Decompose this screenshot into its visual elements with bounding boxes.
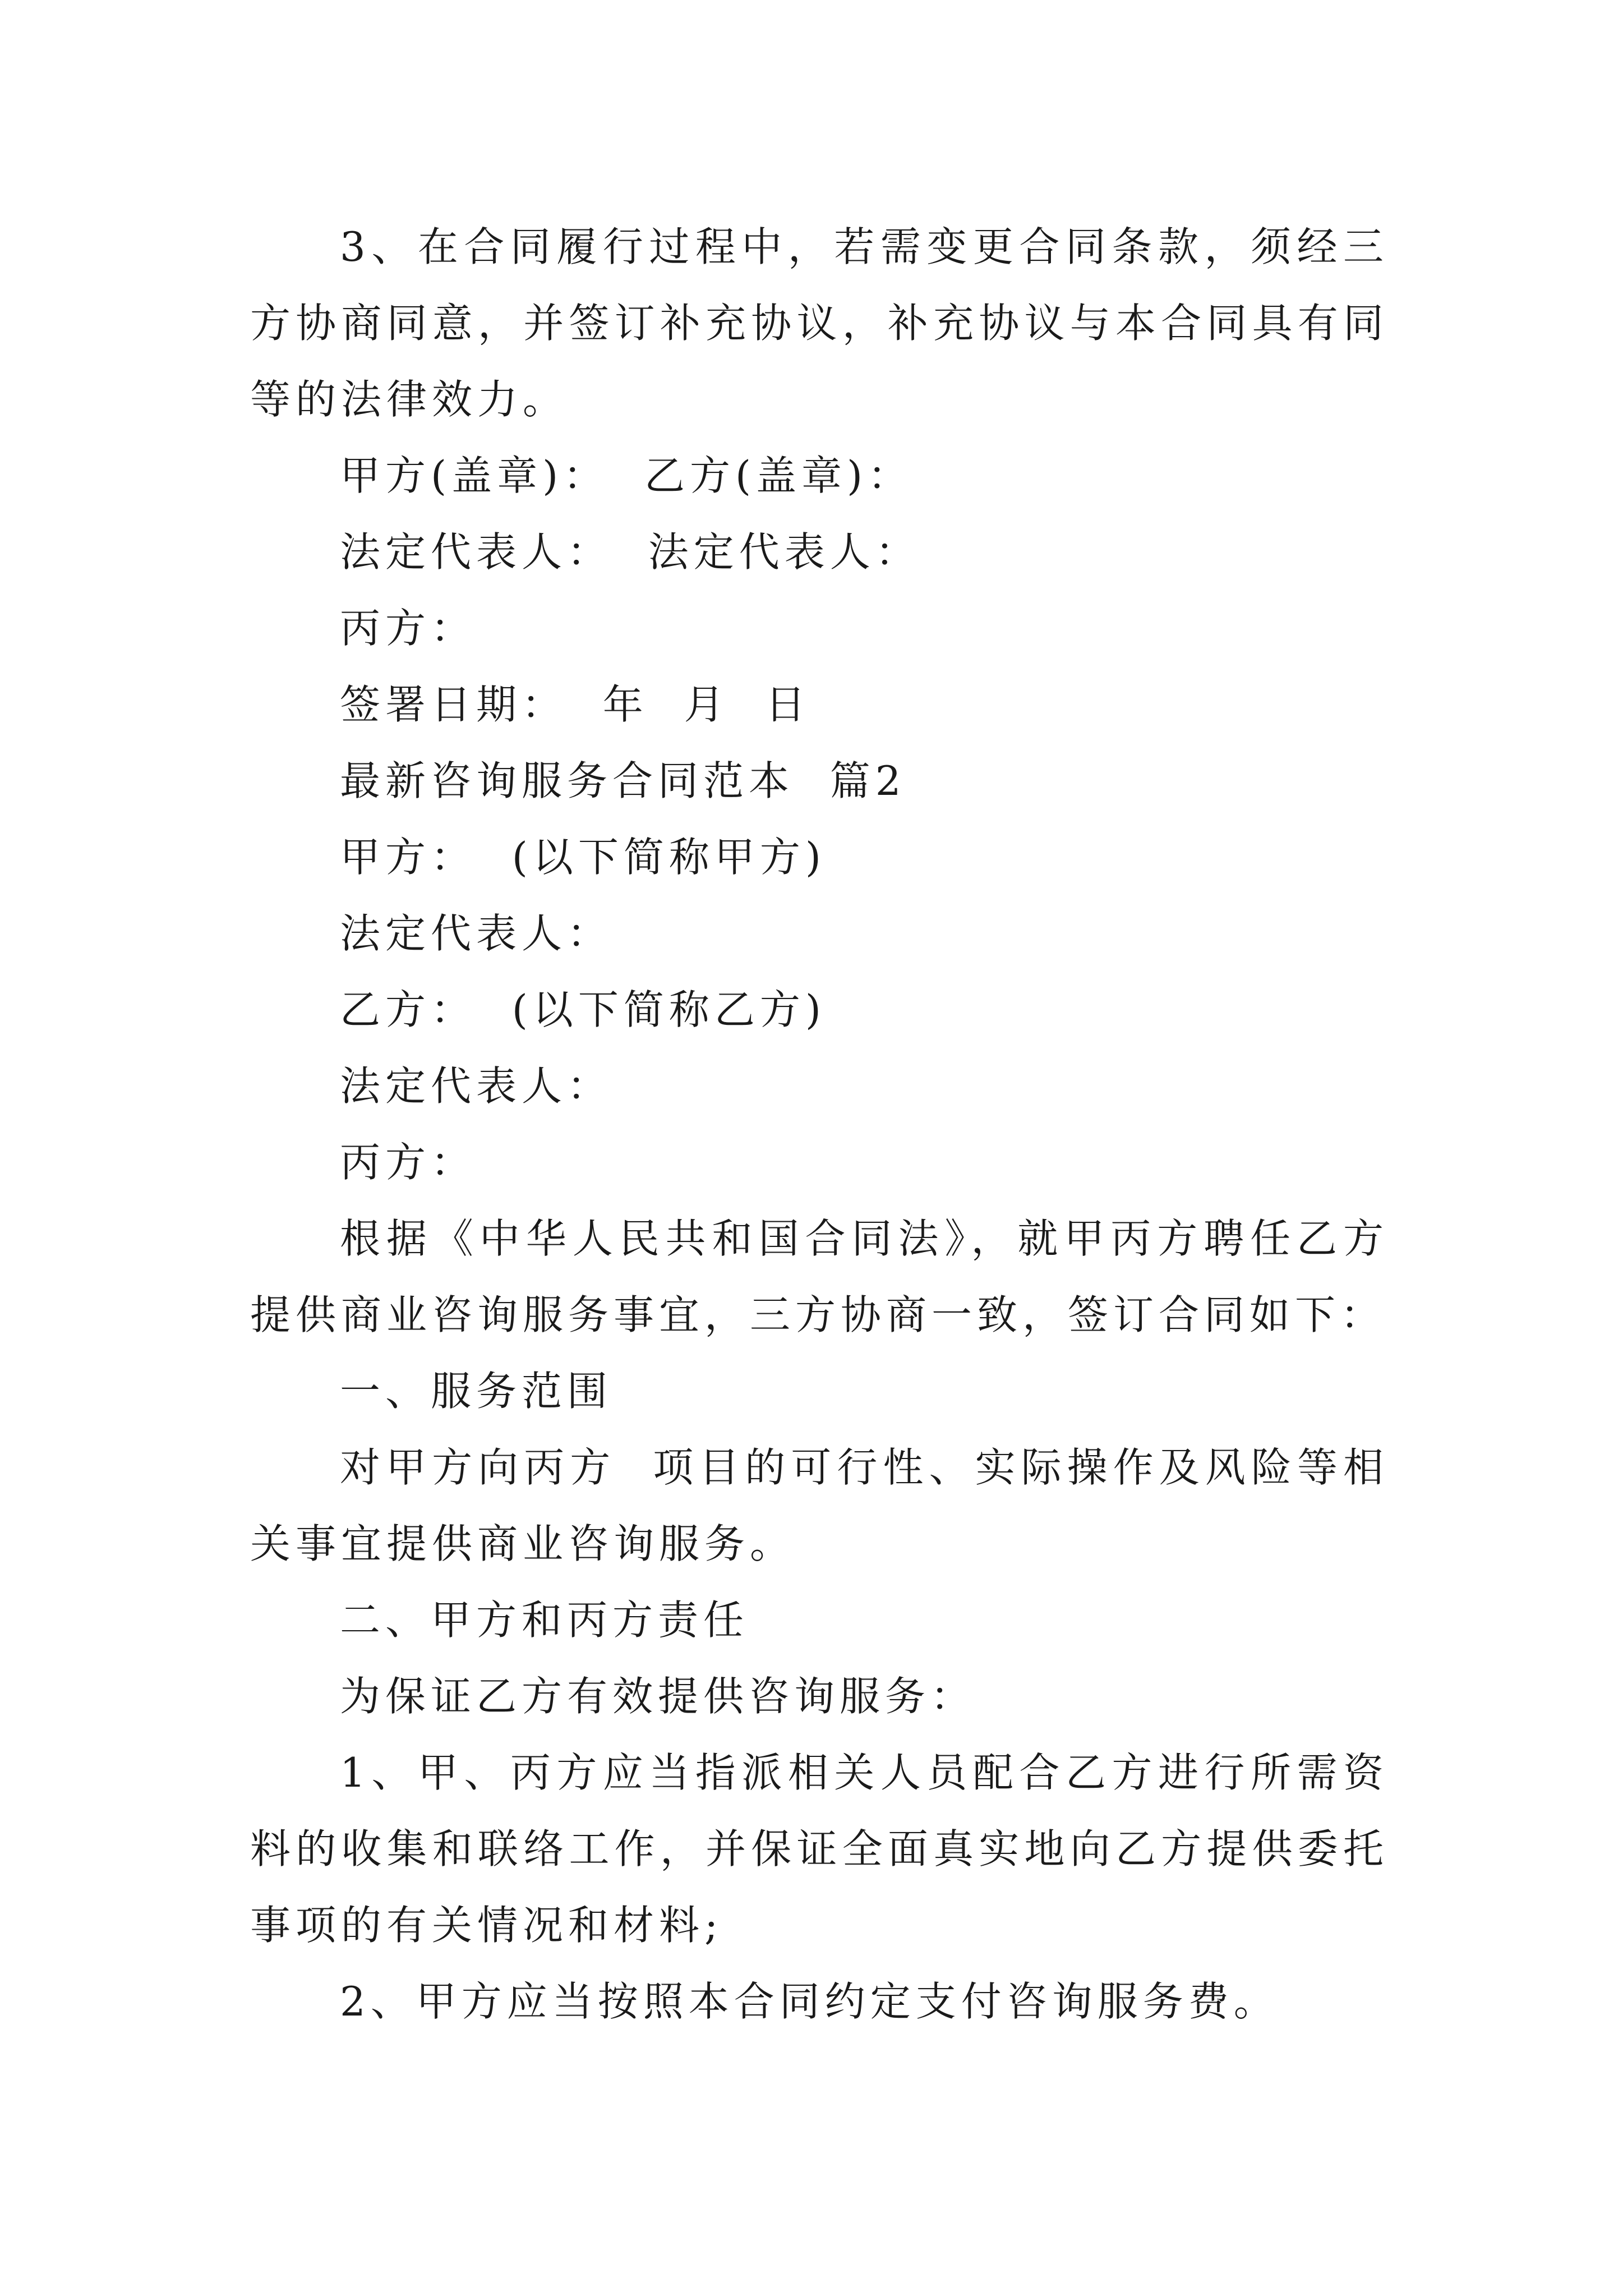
legal-representative-line: 法定代表人： 法定代表人： — [340, 528, 921, 576]
responsibility-item-1: 1、甲、丙方应当指派相关人员配合乙方进行所需资料的收集和联络工作，并保证全面真实地向乙方提供委托事项的有关情况和材料; — [250, 1749, 1389, 1949]
responsibilities-intro: 为保证乙方有效提供咨询服务： — [340, 1673, 976, 1720]
party-a-line: 甲方： (以下简称甲方) — [340, 834, 826, 881]
heading-service-scope: 一、服务范围 — [340, 1368, 613, 1415]
section-title: 最新咨询服务合同范本 篇2 — [340, 757, 906, 804]
party-b-line: 乙方： (以下简称乙方) — [340, 986, 826, 1033]
party-b-representative-line: 法定代表人： — [340, 1062, 613, 1110]
heading-responsibilities: 二、甲方和丙方责任 — [340, 1596, 749, 1644]
signing-date-line: 签署日期： 年 月 日 — [340, 681, 811, 728]
party-c-line-2: 丙方： — [340, 1139, 477, 1186]
document-body — [250, 209, 1389, 2040]
clause-3-amendment: 3、在合同履行过程中，若需变更合同条款，须经三方协商同意，并签订补充协议，补充协议与本合同具有同等的法律效力。 — [250, 223, 1389, 423]
party-a-b-seal-line: 甲方(盖章)： 乙方(盖章)： — [340, 452, 914, 499]
responsibility-item-2: 2、甲方应当按照本合同约定支付咨询服务费。 — [340, 1978, 1279, 2025]
service-scope-text: 对甲方向丙方 项目的可行性、实际操作及风险等相关事宜提供商业咨询服务。 — [250, 1444, 1389, 1567]
preamble: 根据《中华人民共和国合同法》，就甲丙方聘任乙方提供商业咨询服务事宜，三方协商一致，签订合同如下： — [250, 1215, 1389, 1338]
party-a-representative-line: 法定代表人： — [340, 910, 613, 957]
party-c-line: 丙方： — [340, 605, 477, 652]
